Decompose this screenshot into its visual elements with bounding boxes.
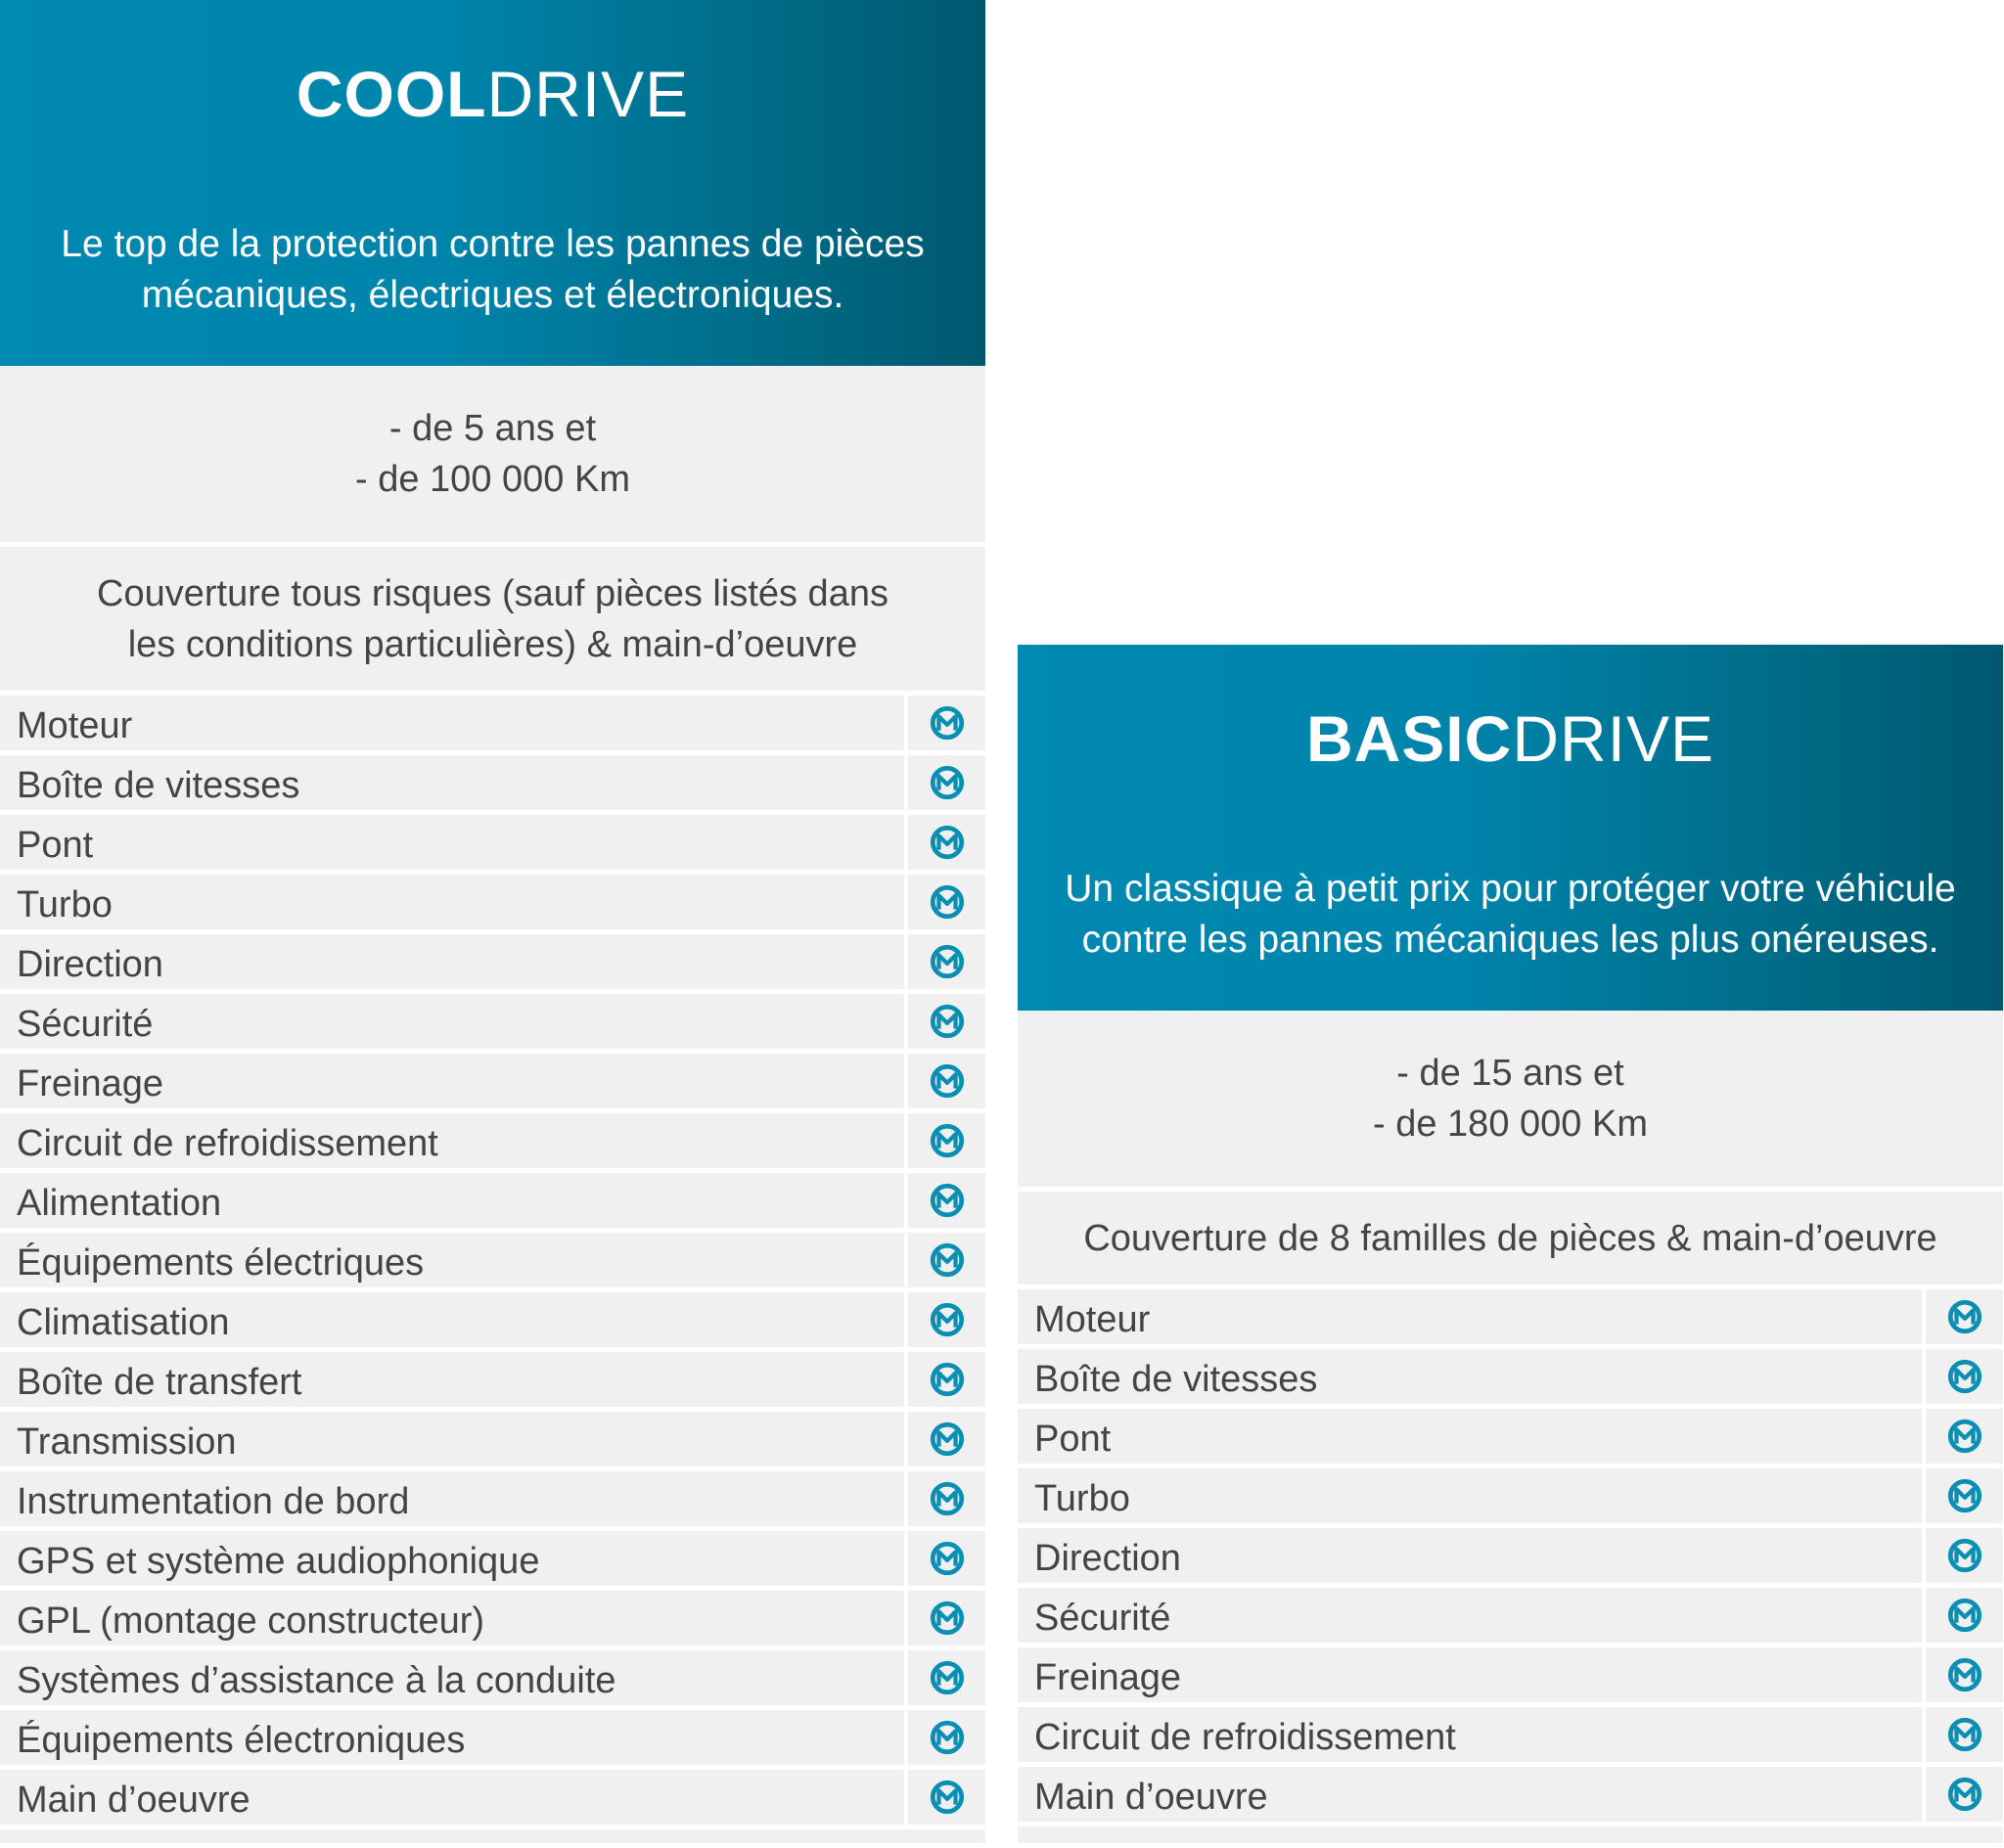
cooldrive-brand [0, 55, 985, 133]
coverage-line: Couverture de 8 familles de pièces & main-d’oeuvre [1083, 1217, 1937, 1259]
list-item [0, 1770, 985, 1829]
list-item [0, 1710, 985, 1770]
brand-check-icon [1922, 1647, 2003, 1702]
brand-bold: COOL [296, 58, 487, 130]
list-item [0, 755, 985, 815]
cooldrive-card [0, 0, 985, 1843]
brand-check-icon [904, 1352, 985, 1407]
brand-check-icon [904, 1412, 985, 1466]
list-item [0, 875, 985, 934]
cooldrive-tagline [20, 219, 966, 321]
list-item-label: Main d’oeuvre [1034, 1777, 1268, 1818]
brand-bold: BASIC [1305, 702, 1513, 775]
list-item-label: Pont [17, 825, 94, 866]
list-item-label: Circuit de refroidissement [1034, 1717, 1456, 1758]
brand-check-icon [904, 815, 985, 870]
cooldrive-items-list [0, 696, 985, 1829]
brand-check-icon [904, 1471, 985, 1526]
list-item-label: Boîte de vitesses [1034, 1359, 1318, 1400]
list-item-label: Instrumentation de bord [17, 1481, 410, 1522]
brand-check-icon [904, 994, 985, 1049]
list-item-label: Boîte de transfert [17, 1362, 302, 1403]
list-item [0, 1471, 985, 1531]
basicdrive-header [1018, 645, 2003, 1011]
list-item-label: Systèmes d’assistance à la conduite [17, 1660, 616, 1701]
list-item [1018, 1409, 2003, 1468]
brand-light: DRIVE [486, 58, 690, 130]
tagline-line: Le top de la protection contre les pannes de pièces [61, 223, 925, 265]
cooldrive-coverage [0, 547, 985, 696]
brand-check-icon [904, 1113, 985, 1168]
coverage-line: Couverture tous risques (sauf pièces listés dans [97, 572, 888, 614]
list-item-label: Sécurité [17, 1004, 154, 1045]
basicdrive-tagline [1037, 864, 1983, 966]
list-item-label: GPL (montage constructeur) [17, 1600, 485, 1642]
brand-check-icon [904, 1710, 985, 1765]
brand-check-icon [904, 1054, 985, 1108]
list-item [1018, 1528, 2003, 1588]
list-item [0, 1113, 985, 1173]
list-item-label: Turbo [17, 884, 113, 925]
brand-check-icon [1922, 1588, 2003, 1643]
eligibility-age: - de 5 ans et [388, 408, 597, 449]
list-item [0, 1531, 985, 1591]
list-item-label: Boîte de vitesses [17, 765, 300, 806]
list-item [0, 1173, 985, 1233]
list-item [0, 934, 985, 994]
list-item [1018, 1588, 2003, 1647]
list-item-label: Alimentation [17, 1183, 222, 1224]
list-item [1018, 1468, 2003, 1528]
brand-check-icon [904, 934, 985, 989]
brand-check-icon [904, 755, 985, 810]
list-item [0, 1233, 985, 1292]
brand-check-icon [1922, 1528, 2003, 1583]
brand-light: DRIVE [1512, 702, 1715, 775]
list-item-label: Turbo [1034, 1478, 1130, 1519]
brand-check-icon [904, 1292, 985, 1347]
brand-check-icon [904, 875, 985, 929]
brand-check-icon [904, 1531, 985, 1586]
brand-check-icon [1922, 1767, 2003, 1822]
brand-check-icon [904, 696, 985, 750]
list-item [0, 1352, 985, 1412]
list-item-label: GPS et système audiophonique [17, 1541, 540, 1582]
list-item-label: Freinage [17, 1063, 163, 1104]
list-item [0, 1412, 985, 1471]
list-item-label: Freinage [1034, 1657, 1181, 1698]
list-item [0, 1650, 985, 1710]
list-item-label: Équipements électriques [17, 1242, 425, 1284]
eligibility-age: - de 15 ans et [1396, 1053, 1624, 1094]
coverage-line: les conditions particulières) & main-d’oeuvre [127, 623, 858, 665]
brand-check-icon [904, 1650, 985, 1705]
tagline-line: Un classique à petit prix pour protéger votre véhicule [1065, 868, 1956, 910]
brand-check-icon [904, 1173, 985, 1228]
eligibility-mileage: - de 100 000 Km [355, 459, 630, 500]
list-item [0, 1591, 985, 1650]
list-item-label: Transmission [17, 1421, 237, 1463]
basicdrive-brand [1018, 699, 2003, 778]
brand-check-icon [904, 1770, 985, 1825]
basicdrive-coverage [1018, 1192, 2003, 1289]
tagline-line: contre les pannes mécaniques les plus onéreuses. [1081, 919, 1939, 961]
brand-check-icon [1922, 1289, 2003, 1344]
eligibility-mileage: - de 180 000 Km [1373, 1104, 1648, 1145]
basicdrive-eligibility [1018, 1011, 2003, 1192]
list-item-label: Équipements électroniques [17, 1720, 466, 1761]
list-item-label: Climatisation [17, 1302, 230, 1343]
list-item [1018, 1707, 2003, 1767]
list-item [1018, 1349, 2003, 1409]
brand-check-icon [1922, 1409, 2003, 1464]
list-item-label: Direction [1034, 1538, 1181, 1579]
list-item [0, 1054, 985, 1113]
list-item-label: Circuit de refroidissement [17, 1123, 438, 1164]
list-item [1018, 1289, 2003, 1349]
list-item [0, 815, 985, 875]
list-item-label: Main d’oeuvre [17, 1780, 250, 1821]
list-item-label: Moteur [1034, 1299, 1151, 1340]
cooldrive-eligibility [0, 366, 985, 547]
list-item [1018, 1647, 2003, 1707]
list-item [1018, 1767, 2003, 1826]
brand-check-icon [1922, 1468, 2003, 1523]
brand-check-icon [904, 1591, 985, 1645]
brand-check-icon [1922, 1349, 2003, 1404]
tagline-line: mécaniques, électriques et électroniques. [141, 274, 844, 316]
basicdrive-card [1018, 645, 2003, 1843]
brand-check-icon [904, 1233, 985, 1287]
list-item-label: Sécurité [1034, 1598, 1171, 1639]
list-item [0, 994, 985, 1054]
list-item-label: Direction [17, 944, 163, 985]
brand-check-icon [1922, 1707, 2003, 1762]
list-item-label: Moteur [17, 705, 133, 746]
list-item [0, 696, 985, 755]
list-item [0, 1292, 985, 1352]
list-item-label: Pont [1034, 1419, 1112, 1460]
cooldrive-header [0, 0, 985, 366]
basicdrive-items-list [1018, 1289, 2003, 1826]
